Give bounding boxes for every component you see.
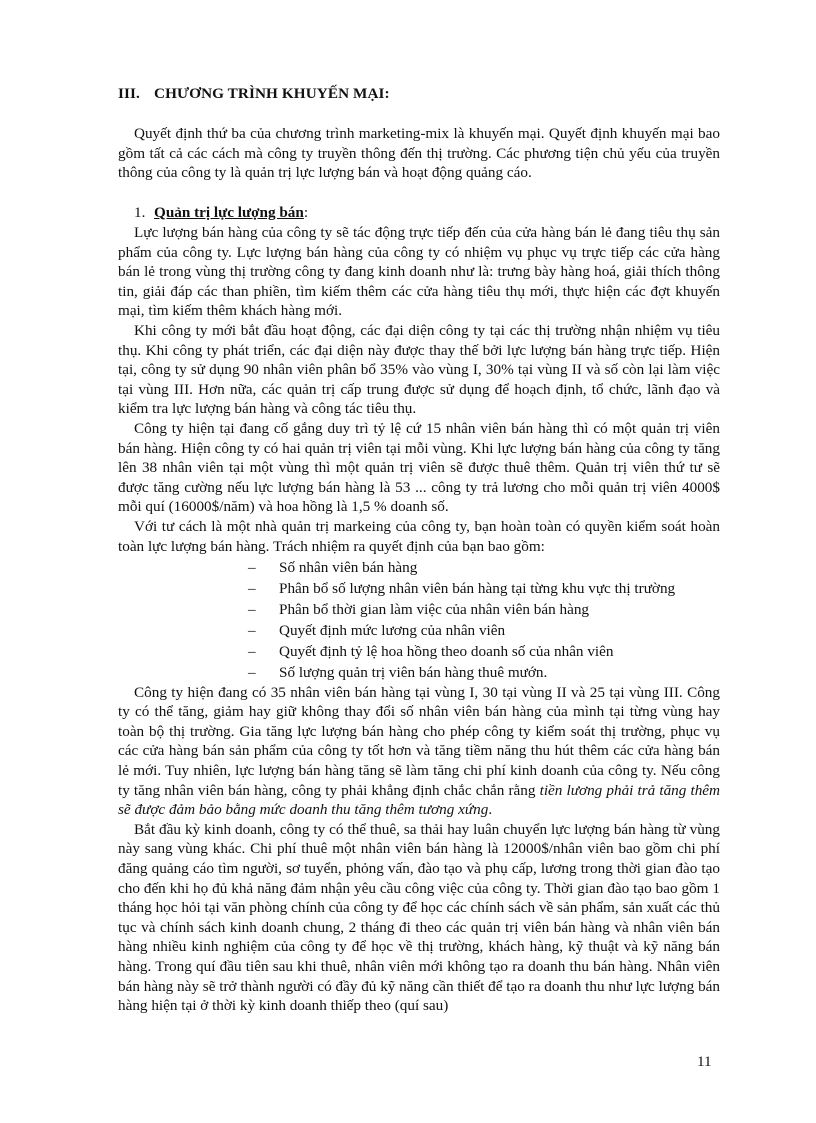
subsection-suffix: : (303, 204, 309, 221)
section-heading (118, 84, 718, 104)
list-item (248, 621, 720, 641)
paragraph: Lực lượng bán hàng của công ty sẽ tác động trực tiếp đến của cửa hàng bán lẻ đang tiêu thụ sản phẩm của công ty. Lực lượng bán hàng của công ty có nhiệm vụ phục vụ trực tiếp các cửa hàng bán lẻ trong vùng thị trường công ty đang kinh doanh như là: trưng bày hàng hoá, giải thích thông tin, giải đáp các than phiền, tìm kiếm thêm các cửa hàng tiêu thụ mới, thực hiện các đợt khuyến mại, tìm kiếm thêm khách hàng mới. (118, 224, 720, 320)
list-item-text: Quyết định tỷ lệ hoa hồng theo doanh số của nhân viên (279, 642, 614, 660)
intro-paragraph (118, 124, 720, 183)
dash-marker: – (248, 642, 256, 660)
list-item (248, 558, 720, 578)
paragraph: Với tư cách là một nhà quản trị markeing của công ty, bạn hoàn toàn có quyền kiểm soát hoàn toàn lực lượng bán hàng. Trách nhiệm ra quyết định của bạn bao gồm: (118, 517, 720, 555)
subsection-heading (134, 203, 714, 223)
dash-marker: – (248, 600, 256, 618)
dash-marker: – (248, 621, 256, 639)
list-item (248, 600, 720, 620)
emphasis-text: tiền lương phải trả tăng thêm sẽ được đảm bảo bằng mức doanh thu tăng thêm tương xứng (118, 781, 720, 819)
intro-text: Quyết định thứ ba của chương trình marketing-mix là khuyến mại. Quyết định khuyến mại bao gồm tất cả các cách mà công ty truyền thông đến thị trường. Các phương tiện chủ yếu của truyền thông của công ty là quản trị lực lượng bán và hoạt động quảng cáo. (118, 125, 720, 182)
section-title: CHƯƠNG TRÌNH KHUYẾN MẠI: (154, 85, 390, 102)
dash-marker: – (248, 558, 256, 576)
list-item-text: Phân bổ thời gian làm việc của nhân viên bán hàng (279, 600, 590, 618)
list-item (248, 579, 720, 599)
list-item-text: Số lượng quản trị viên bán hàng thuê mướn. (279, 664, 548, 682)
paragraph: Công ty hiện tại đang cố gắng duy trì tỷ lệ cứ 15 nhân viên bán hàng thì có một quản trị viên bán hàng. Hiện công ty có hai quản trị viên tại mỗi vùng. Khi lực lượng bán hàng của công ty tăng lên 38 nhân viên tại một vùng thì một quản trị viên sẽ được thuê thêm. Quản trị viên thứ tư sẽ được tăng cường nếu lực lượng bán hàng là 53 ... công ty trả lương cho mỗi quản trị viên 4000$ mỗi quí (16000$/năm) và hoa hồng là 1,5 % doanh số. (118, 419, 720, 516)
paragraph: Bắt đầu kỳ kinh doanh, công ty có thể thuê, sa thải hay luân chuyển lực lượng bán hàng từ vùng này sang vùng khác. Chi phí thuê một nhân viên bán hàng là 12000$/nhân viên bao gồm chi phí đăng quảng cáo tìm người, sơ tuyển, phỏng vấn, đào tạo và phụ cấp, lương trong thời gian đào tạo cho đến khi họ đủ khả năng đảm nhận yêu cầu công việc của công ty. Thời gian đào tạo bao gồm 1 tháng học hỏi tại văn phòng chính của công ty để học các chính sách về sản phẩm, sản xuất các thủ tục và chính sách kinh doanh chung, 2 tháng đi theo các quản trị viên bán hàng và nhân viên bán hàng nhiều kinh nghiệm của công ty để học về thị trường, khách hàng, kỹ thuật và kỹ năng bán hàng. Trong quí đầu tiên sau khi thuê, nhân viên mới không tạo ra doanh thu bán hàng. Nhân viên bán hàng này sẽ trở thành người có đầy đủ kỹ năng cần thiết để tạo ra doanh thu như lực lượng bán hàng hiện tại ở thời kỳ kinh doanh thiếp theo (quí sau) (118, 820, 720, 1015)
paragraph-end: . (488, 801, 493, 819)
list-item (248, 642, 720, 662)
list-item (248, 663, 720, 683)
section-number: III. (118, 85, 140, 102)
page-number: 11 (697, 1053, 712, 1070)
list-item-text: Số nhân viên bán hàng (279, 558, 418, 576)
paragraph (118, 683, 720, 820)
body-text (118, 223, 720, 1016)
paragraph-text: Công ty hiện đang có 35 nhân viên bán hàng tại vùng I, 30 tại vùng II và 25 tại vùng III. Công ty có thể tăng, giảm hay giữ không thay đổi số nhân viên bán hàng của mình tại từng vùng hay toàn bộ thị trường. Gia tăng lực lượng bán hàng cho phép công ty kiểm soát thị trường, phục vụ các cửa hàng bán sản phẩm của công ty tốt hơn và tăng tiềm năng thu hút thêm các cửa hàng bán lẻ mới. Tuy nhiên, lực lượng bán hàng tăng sẽ làm tăng chi phí kinh doanh của công ty. Nếu công ty tăng nhân viên bán hàng, công ty phải khẳng định chắc chắn rằng (118, 683, 720, 799)
dash-marker: – (248, 579, 256, 597)
subsection-number: 1. (134, 204, 146, 221)
responsibility-list (118, 558, 720, 683)
subsection-title: Quản trị lực lượng bán (154, 204, 304, 221)
dash-marker: – (248, 664, 256, 682)
list-item-text: Quyết định mức lương của nhân viên (279, 621, 506, 639)
list-item-text: Phân bổ số lượng nhân viên bán hàng tại từng khu vực thị trường (279, 579, 676, 597)
paragraph: Khi công ty mới bắt đầu hoạt động, các đại diện công ty tại các thị trường nhận nhiệm vụ tiêu thụ. Khi công ty phát triển, các đại diện này được thay thế bởi lực lượng bán hàng trực tiếp. Hiện tại, công ty sử dụng 90 nhân viên phân bổ 35% vào vùng I, 30% tại vùng II và số còn lại làm việc tại vùng III. Hơn nữa, các quản trị cấp trung được sử dụng để hoạch định, tổ chức, lãnh đạo và kiểm tra lực lượng bán hàng và công tác tiêu thụ. (118, 321, 720, 418)
